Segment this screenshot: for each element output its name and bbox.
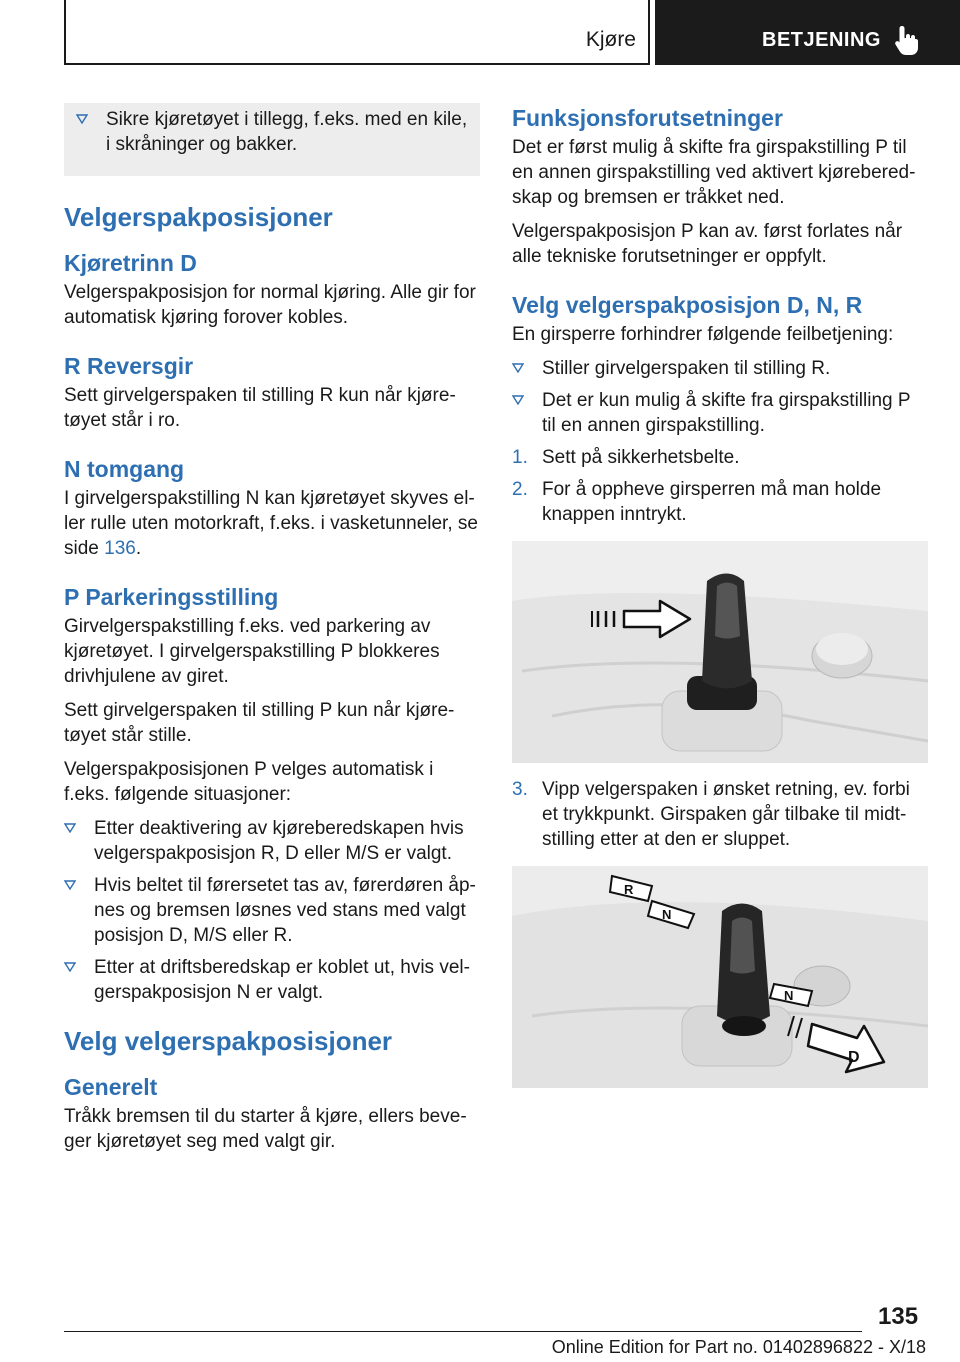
arrow-label-n1: N bbox=[662, 907, 672, 922]
gear-selector-figure-directions bbox=[512, 866, 928, 1088]
list-item bbox=[512, 388, 928, 438]
arrow-label-d: D bbox=[848, 1049, 860, 1066]
paragraph-function-1: Det er først mulig å skifte fra girspakstilling P til en annen girspakstilling ved aktivert kjøreberedskap og bremsen er tråkket ned. bbox=[512, 137, 916, 208]
heading-reverse: R Reversgir bbox=[64, 353, 194, 379]
arrow-label-r: R bbox=[624, 882, 634, 897]
header-chapter-title: BETJENING bbox=[762, 29, 881, 51]
triangle-bullet-icon bbox=[76, 114, 88, 124]
list-item bbox=[64, 873, 480, 948]
step-number: 2. bbox=[512, 479, 528, 500]
triangle-bullet-icon bbox=[64, 823, 76, 833]
paragraph-dnr: En girsperre forhindrer følgende feilbetjening: bbox=[512, 324, 894, 345]
paragraph-park-2: Sett girvelgerspaken til stilling P kun når kjøretøyet står stille. bbox=[64, 700, 455, 746]
heading-general: Generelt bbox=[64, 1074, 158, 1100]
page-number: 135 bbox=[878, 1303, 919, 1330]
list-item-text: Etter at driftsberedskap er koblet ut, hvis velgerspakposisjon N er valgt. bbox=[94, 957, 470, 1003]
note-item bbox=[76, 107, 468, 157]
header-chapter-tab bbox=[655, 0, 960, 65]
footer-divider bbox=[64, 1331, 862, 1332]
paragraph-park-1: Girvelgerspakstilling f.eks. ved parkering av kjøretøyet. I girvelgerspakstilling P blokkeres drivhjulene av giret. bbox=[64, 616, 440, 687]
note-text: Sikre kjøretøyet i tillegg, f.eks. med en kile, i skråninger og bakker. bbox=[106, 109, 468, 155]
list-item bbox=[64, 816, 480, 866]
list-item-text: Det er kun mulig å skifte fra girspakstilling P til en annen girspakstilling. bbox=[542, 390, 911, 436]
list-item bbox=[512, 356, 928, 381]
heading-drive: Kjøretrinn D bbox=[64, 250, 197, 276]
list-item-text: Hvis beltet til førersetet tas av, førerdøren åpnes og bremsen løsnes ved stans med valgt posisjon D, M/S eller R. bbox=[94, 875, 476, 946]
heading-dnr: Velg velgerspakposisjon D, N, R bbox=[512, 292, 863, 318]
paragraph-neutral bbox=[64, 486, 480, 561]
header-section-title: Kjøre bbox=[585, 28, 636, 51]
heading-select: Velg velgerspakposisjoner bbox=[64, 1026, 393, 1056]
step-number: 3. bbox=[512, 779, 528, 800]
note-box bbox=[64, 103, 480, 176]
triangle-bullet-icon bbox=[512, 363, 524, 373]
heading-positions: Velgerspakposisjoner bbox=[64, 202, 333, 232]
paragraph-neutral-text: I girvelgerspakstilling N kan kjøretøyet skyves eller rulle uten motorkraft, f.eks. i vasketunneler, se side bbox=[64, 488, 478, 559]
heading-park: P Parkeringsstilling bbox=[64, 584, 279, 610]
arrow-label-n2: N bbox=[784, 988, 794, 1003]
heading-function: Funksjonsforutsetninger bbox=[512, 105, 783, 131]
list-item-text: Stiller girvelgerspaken til stilling R. bbox=[542, 358, 831, 379]
step-number: 1. bbox=[512, 447, 528, 468]
step-item bbox=[512, 477, 928, 527]
paragraph-park-3: Velgerspakposisjonen P velges automatisk i f.eks. følgende situasjoner: bbox=[64, 759, 434, 805]
paragraph-general: Tråkk bremsen til du starter å kjøre, ellers beveger kjøretøyet seg med valgt gir. bbox=[64, 1106, 467, 1152]
triangle-bullet-icon bbox=[512, 395, 524, 405]
triangle-bullet-icon bbox=[64, 880, 76, 890]
gear-directions-illustration bbox=[512, 866, 928, 1088]
step-item bbox=[512, 777, 928, 852]
gear-selector-figure-unlock bbox=[512, 541, 928, 763]
heading-neutral: N tomgang bbox=[64, 456, 185, 482]
hand-pointer-icon bbox=[893, 24, 921, 56]
header-section-box bbox=[64, 0, 650, 65]
gear-selector-illustration bbox=[512, 541, 928, 763]
step-text: For å oppheve girsperren må man holde knappen inntrykt. bbox=[542, 479, 882, 525]
list-item-text: Etter deaktivering av kjøreberedskapen hvis velgerspakposisjon R, D eller M/S er valgt. bbox=[94, 818, 464, 864]
paragraph-function-2: Velgerspakposisjon P kan av. først forlates når alle tekniske forutsetninger er oppfylt. bbox=[512, 221, 903, 267]
list-item bbox=[64, 955, 480, 1005]
step-text: Vipp velgerspaken i ønsket retning, ev. forbi et trykkpunkt. Girspaken går tilbake til midtstilling etter at den er sluppet. bbox=[542, 779, 910, 850]
paragraph-drive: Velgerspakposisjon for normal kjøring. Alle gir for automatisk kjøring forover kobles. bbox=[64, 282, 476, 328]
paragraph-reverse: Sett girvelgerspaken til stilling R kun når kjøretøyet står i ro. bbox=[64, 385, 456, 431]
left-column bbox=[64, 103, 480, 1163]
step-item bbox=[512, 445, 928, 470]
page-link[interactable]: 136 bbox=[104, 538, 136, 559]
step-text: Sett på sikkerhetsbelte. bbox=[542, 447, 740, 468]
paragraph-neutral-end: . bbox=[135, 538, 142, 559]
triangle-bullet-icon bbox=[64, 962, 76, 972]
right-column bbox=[512, 103, 928, 1102]
footer-edition: Online Edition for Part no. 01402896822 - X/18 bbox=[551, 1337, 926, 1357]
